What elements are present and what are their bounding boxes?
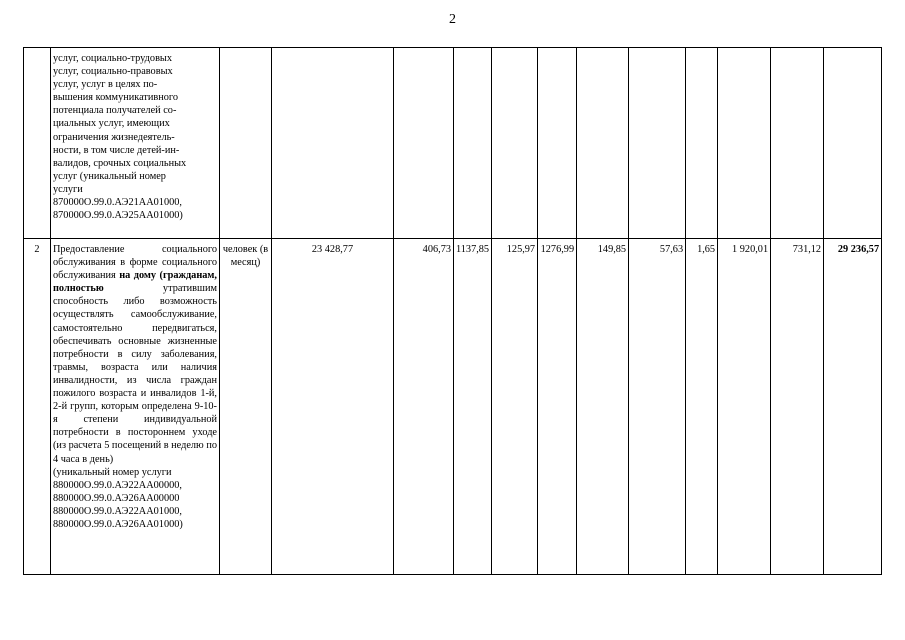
value-cell: 23 428,77 <box>272 239 394 575</box>
unit-cell <box>220 48 272 239</box>
description-line: вышения коммуникативного <box>53 92 179 104</box>
service-description <box>51 48 220 239</box>
value-cell <box>454 48 492 239</box>
service-code-line: (уникальный номер услуги <box>53 466 172 478</box>
description-line: услуг, социально-правовых <box>53 66 173 78</box>
value-cell: 406,73 <box>394 239 454 575</box>
description-line: потенциала получателей со- <box>53 105 177 117</box>
description-line: услуги <box>53 183 83 195</box>
description-line: 870000О.99.0.АЭ25АА01000) <box>53 210 183 222</box>
description-line: услуг, услуг в целях по- <box>53 79 158 91</box>
value-cell: 1276,99 <box>538 239 577 575</box>
service-code-line: 880000О.99.0.АЭ26АА01000) <box>53 518 183 530</box>
value-cell <box>492 48 538 239</box>
value-cell: 125,97 <box>492 239 538 575</box>
value-cell <box>771 48 824 239</box>
description-text: утратившим способность либо возможность осуществлять самообслуживание, самостоятельно передвигаться, обеспечивать основные жизненные потребности в силу заболевания, травмы, возраста или наличия инвалидности, из числа граждан пожилого возраста и инвалидов 1-й, 2-й групп, которым определена 9-10-я степени индивидуальной потребности в постороннем уходе (из расчета 5 посещений в неделю по 4 часа в день) <box>53 283 217 465</box>
row-index: 2 <box>24 239 51 575</box>
table-row <box>24 239 882 575</box>
value-cell <box>538 48 577 239</box>
service-code-line: 880000О.99.0.АЭ26АА00000 <box>53 492 180 504</box>
value-cell <box>718 48 771 239</box>
description-bold: на дому (гражданам, полностью <box>53 270 217 295</box>
service-description <box>51 239 220 575</box>
service-code-line: 880000О.99.0.АЭ22АА01000, <box>53 505 182 517</box>
page-number: 2 <box>449 12 456 27</box>
total-cell: 29 236,57 <box>824 239 882 575</box>
value-cell: 1 920,01 <box>718 239 771 575</box>
description-line: услуг, социально-трудовых <box>53 53 172 64</box>
value-cell: 1137,85 <box>454 239 492 575</box>
value-cell: 731,12 <box>771 239 824 575</box>
unit-cell: человек (в месяц) <box>220 239 272 575</box>
value-cell <box>629 48 686 239</box>
service-code-line: 880000О.99.0.АЭ22АА00000, <box>53 479 182 491</box>
description-text: Предоставление социального обслуживания в форме социального обслуживания <box>53 244 217 282</box>
value-cell <box>272 48 394 239</box>
description-line: 870000О.99.0.АЭ21АА01000, <box>53 197 182 209</box>
row-index <box>24 48 51 239</box>
value-cell <box>824 48 882 239</box>
value-cell: 57,63 <box>629 239 686 575</box>
value-cell: 1,65 <box>686 239 718 575</box>
tariff-table <box>23 47 882 575</box>
description-line: циальных услуг, имеющих <box>53 118 170 130</box>
value-cell <box>394 48 454 239</box>
description-line: ности, в том числе детей-ин- <box>53 144 180 156</box>
value-cell: 149,85 <box>577 239 629 575</box>
value-cell <box>577 48 629 239</box>
description-line: ограничения жизнедеятель- <box>53 131 175 143</box>
description-line: услуг (уникальный номер <box>53 170 166 182</box>
value-cell <box>686 48 718 239</box>
table-row <box>24 48 882 239</box>
description-line: валидов, срочных социальных <box>53 157 187 169</box>
